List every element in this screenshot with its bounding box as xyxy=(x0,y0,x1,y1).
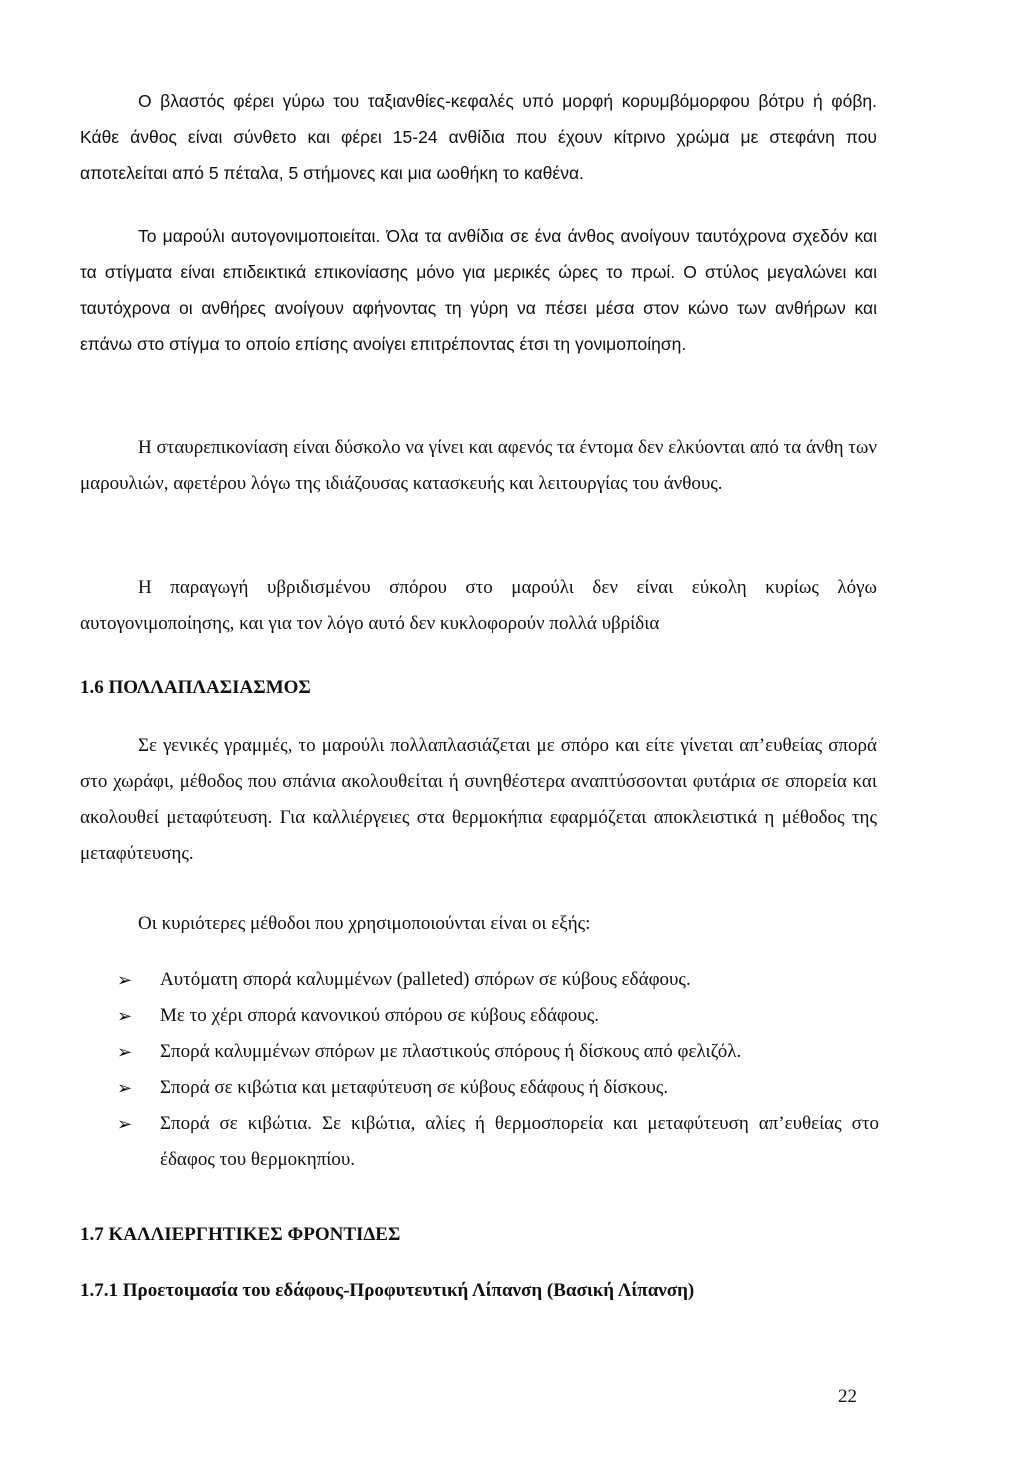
list-item xyxy=(113,1034,879,1070)
list-item xyxy=(113,962,879,998)
arrow-bullet-icon: ➢ xyxy=(117,1042,133,1062)
list-item xyxy=(113,1070,879,1106)
paragraph-propagation-methods: Σε γενικές γραμμές, το μαρούλι πολλαπλασιάζεται με σπόρο και είτε γίνεται απ’ευθείας σπορά στο χωράφι, μέθοδος που σπάνια ακολουθείται ή συνηθέστερα αναπτύσσονται φυτάρια σε σπορεία και ακολουθεί μεταφύτευση. Για καλλιέργειες στα θερμοκήπια εφαρμόζεται αποκλειστικά η μέθοδος της μεταφύτευσης. xyxy=(80,735,877,864)
list-item xyxy=(113,1106,879,1178)
list-item-text: Σπορά καλυμμένων σπόρων με πλαστικούς σπόρους ή δίσκους από φελιζόλ. xyxy=(160,1041,742,1062)
paragraph-inflorescence: Ο βλαστός φέρει γύρω του ταξιανθίες-κεφαλές υπό μορφή κορυμβόμορφου βότρυ ή φόβη. Κάθε άνθος είναι σύνθετο και φέρει 15-24 ανθίδια που έχουν κίτρινο χρώμα με στεφάνη που αποτελείται από 5 πέταλα, 5 στήμονες και μια ωοθήκη το καθένα. xyxy=(80,91,877,183)
arrow-bullet-icon: ➢ xyxy=(117,1114,133,1134)
paragraph-hybrid-seed: Η παραγωγή υβριδισμένου σπόρου στο μαρούλι δεν είναι εύκολη κυρίως λόγω αυτογονιμοποίησης, και για τον λόγο αυτό δεν κυκλοφορούν πολλά υβρίδια xyxy=(80,577,877,634)
list-item-text: Σπορά σε κιβώτια. Σε κιβώτια, αλίες ή θερμοσπορεία και μεταφύτευση απ’ευθείας στο έδαφος του θερμοκηπίου. xyxy=(160,1113,879,1170)
section-heading-cultivation-care: 1.7 ΚΑΛΛΙΕΡΓΗΤΙΚΕΣ ΦΡΟΝΤΙΔΕΣ xyxy=(80,1224,401,1245)
paragraph-main-methods-intro: Οι κυριότερες μέθοδοι που χρησιμοποιούνται είναι οι εξής: xyxy=(138,913,591,934)
methods-bullet-list xyxy=(113,962,879,1178)
arrow-bullet-icon: ➢ xyxy=(117,1078,133,1098)
arrow-bullet-icon: ➢ xyxy=(117,970,133,990)
subsection-heading-soil-preparation: 1.7.1 Προετοιμασία του εδάφους-Προφυτευτική Λίπανση (Βασική Λίπανση) xyxy=(80,1280,695,1301)
list-item-text: Με το χέρι σπορά κανονικού σπόρου σε κύβους εδάφους. xyxy=(160,1005,600,1026)
list-item-text: Σπορά σε κιβώτια και μεταφύτευση σε κύβους εδάφους ή δίσκους. xyxy=(160,1077,669,1098)
page-number: 22 xyxy=(838,1386,857,1407)
paragraph-cross-pollination: Η σταυρεπικονίαση είναι δύσκολο να γίνει και αφενός τα έντομα δεν ελκύονται από τα άνθη των μαρουλιών, αφετέρου λόγω της ιδιάζουσας κατασκευής και λειτουργίας του άνθους. xyxy=(80,437,878,494)
list-item-text: Αυτόματη σπορά καλυμμένων (palleted) σπόρων σε κύβους εδάφους. xyxy=(160,969,691,990)
paragraph-self-pollination: Το μαρούλι αυτογονιμοποιείται. Όλα τα ανθίδια σε ένα άνθος ανοίγουν ταυτόχρονα σχεδόν και τα στίγματα είναι επιδεικτικά επικονίασης μόνο για μερικές ώρες το πρωί. Ο στύλος μεγαλώνει και ταυτόχρονα οι ανθήρες ανοίγουν αφήνοντας τη γύρη να πέσει μέσα στον κώνο των ανθήρων και επάνω στο στίγμα το οποίο επίσης ανοίγει επιτρέποντας έτσι τη γονιμοποίηση. xyxy=(80,226,877,354)
list-item xyxy=(113,998,879,1034)
arrow-bullet-icon: ➢ xyxy=(117,1006,133,1026)
section-heading-propagation: 1.6 ΠΟΛΛΑΠΛΑΣΙΑΣΜΟΣ xyxy=(80,677,311,698)
